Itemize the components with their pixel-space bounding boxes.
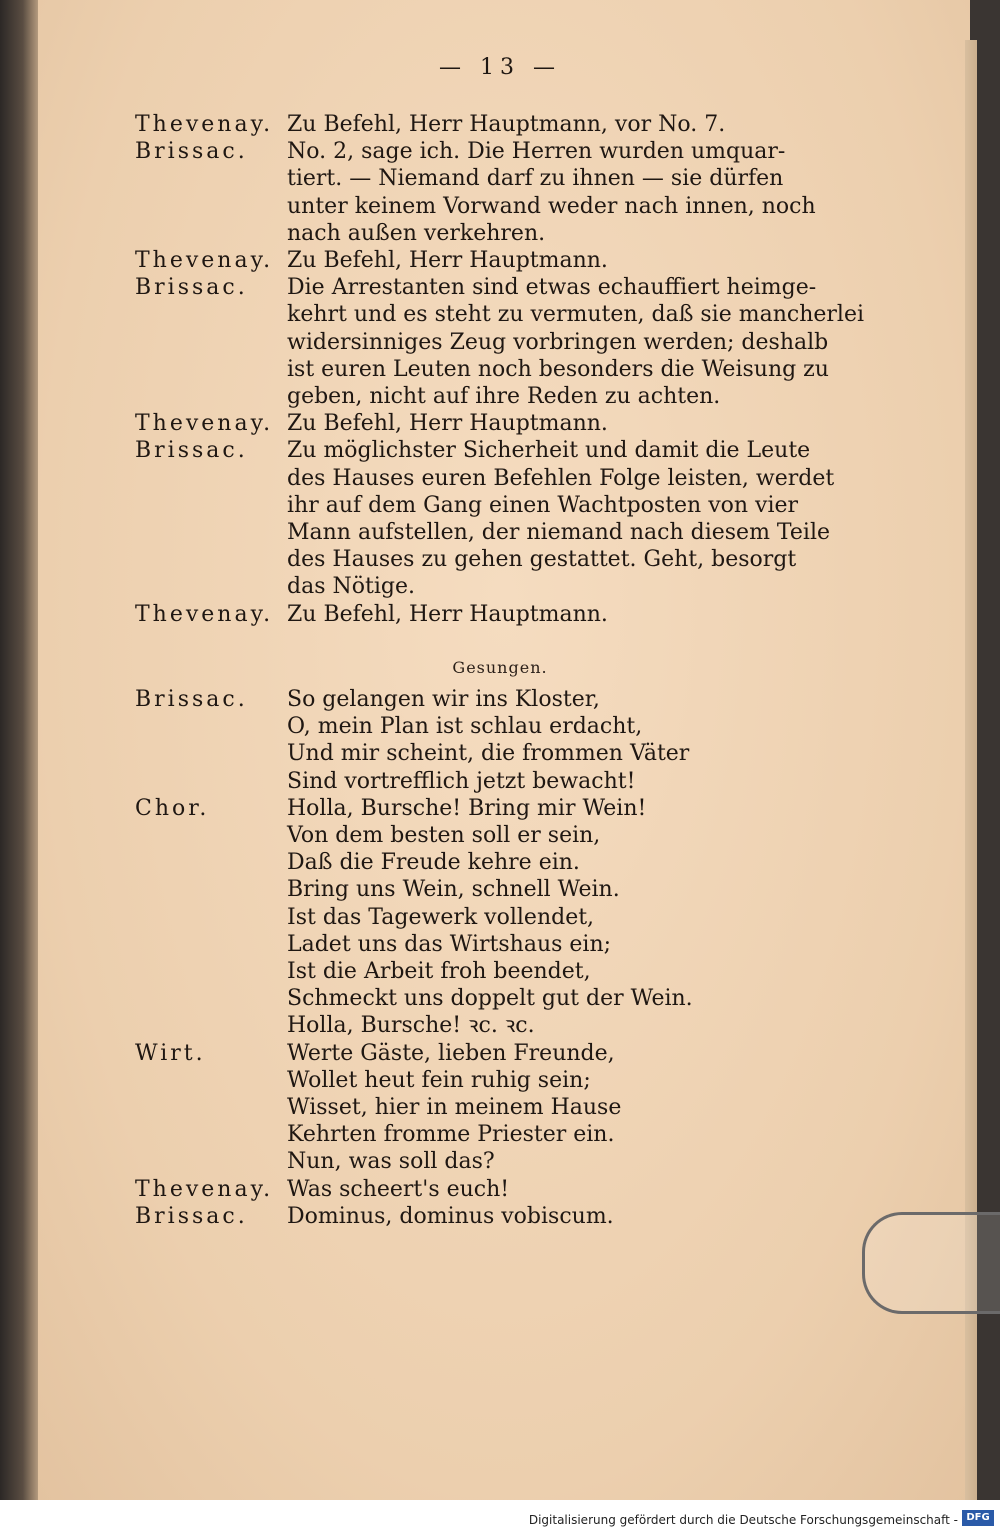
text-line	[0, 876, 1000, 903]
text-line	[0, 329, 1000, 356]
text-line	[0, 713, 1000, 740]
page-number: — 13 —	[439, 55, 561, 80]
line-text: des Hauses euren Befehlen Folge leisten, werdet	[287, 465, 835, 491]
line-text: Werte Gäste, lieben Freunde,	[287, 1040, 615, 1066]
line-text: das Nötige.	[287, 574, 415, 600]
text-line	[0, 573, 1000, 600]
line-text: ihr auf dem Gang einen Wachtposten von vier	[287, 492, 799, 518]
line-text: Ist das Tagewerk vollendet,	[287, 904, 595, 930]
text-line	[0, 849, 1000, 876]
footer-credit: Digitalisierung gefördert durch die Deutsche Forschungsgemeinschaft -	[528, 1513, 958, 1527]
text-line	[0, 1121, 1000, 1148]
text-line	[0, 165, 1000, 192]
text-line	[0, 601, 1000, 628]
line-text: Zu Befehl, Herr Hauptmann.	[287, 601, 608, 627]
text-line	[0, 958, 1000, 985]
text-line	[0, 274, 1000, 301]
text-line	[0, 356, 1000, 383]
line-text: No. 2, sage ich. Die Herren wurden umquar-	[287, 139, 786, 165]
line-text: Zu Befehl, Herr Hauptmann.	[287, 248, 608, 273]
line-text: Sind vortrefflich jetzt bewacht!	[287, 768, 636, 794]
line-text: des Hauses zu gehen gestattet. Geht, besorgt	[287, 547, 797, 573]
line-text: nach außen verkehren.	[287, 220, 546, 246]
text-line	[0, 220, 1000, 247]
line-text: Nun, was soll das?	[287, 1149, 495, 1175]
text-line	[0, 1148, 1000, 1175]
text-line	[0, 795, 1000, 822]
dfg-logo-icon: DFG	[962, 1510, 994, 1526]
line-text: Bring uns Wein, schnell Wein.	[287, 877, 620, 903]
text-line	[0, 1012, 1000, 1039]
speaker-name: Brissac.	[135, 139, 248, 165]
text-line	[0, 383, 1000, 410]
line-text: geben, nicht auf ihre Reden zu achten.	[287, 384, 721, 409]
text-line	[0, 822, 1000, 849]
text-line	[0, 740, 1000, 767]
line-text: Dominus, dominus vobiscum.	[287, 1203, 614, 1229]
line-text: Mann aufstellen, der niemand nach diesem Teile	[287, 520, 831, 545]
speaker-name: Thevenay.	[135, 112, 274, 137]
text-line	[0, 247, 1000, 274]
text-line	[0, 931, 1000, 958]
text-line	[0, 492, 1000, 519]
text-line	[0, 465, 1000, 492]
line-text: Daß die Freude kehre ein.	[287, 850, 580, 876]
speaker-name: Wirt.	[135, 1040, 206, 1066]
line-text: unter keinem Vorwand weder nach innen, noch	[287, 193, 816, 219]
line-text: Holla, Bursche! ꝛc. ꝛc.	[287, 1013, 535, 1039]
paper-clip	[862, 1212, 1000, 1314]
speaker-name: Thevenay.	[135, 1176, 274, 1202]
line-text: Zu Befehl, Herr Hauptmann.	[287, 411, 608, 437]
line-text: ist euren Leuten noch besonders die Weisung zu	[287, 356, 829, 382]
line-text: Schmeckt uns doppelt gut der Wein.	[287, 986, 693, 1012]
line-text: Holla, Bursche! Bring mir Wein!	[287, 795, 647, 821]
text-line	[0, 686, 1000, 713]
text-line	[0, 768, 1000, 795]
speaker-name: Thevenay.	[135, 248, 274, 273]
line-text: Was scheert's euch!	[287, 1176, 510, 1202]
text-line	[0, 1176, 1000, 1203]
text-line	[0, 1203, 1000, 1230]
line-text: Wisset, hier in meinem Hause	[287, 1095, 622, 1120]
text-line	[0, 437, 1000, 464]
text-line	[0, 985, 1000, 1012]
line-text: Zu Befehl, Herr Hauptmann, vor No. 7.	[287, 112, 726, 137]
line-text: widersinniges Zeug vorbringen werden; deshalb	[287, 329, 829, 355]
speaker-name: Brissac.	[135, 687, 248, 712]
stage-direction: Gesungen.	[452, 658, 548, 677]
line-text: Ist die Arbeit froh beendet,	[287, 959, 591, 984]
speaker-name: Chor.	[135, 795, 210, 821]
speaker-name: Brissac.	[135, 1203, 248, 1229]
text-line	[0, 1067, 1000, 1094]
text-line	[0, 1094, 1000, 1121]
text-line	[0, 138, 1000, 165]
text-line	[0, 519, 1000, 546]
text-line	[0, 1040, 1000, 1067]
speaker-name: Brissac.	[135, 438, 248, 464]
line-text: O, mein Plan ist schlau erdacht,	[287, 714, 643, 740]
speaker-name: Brissac.	[135, 275, 248, 301]
line-text: Ladet uns das Wirtshaus ein;	[287, 931, 612, 957]
line-text: Von dem besten soll er sein,	[287, 823, 601, 848]
text-line	[0, 904, 1000, 931]
text-line	[0, 410, 1000, 437]
line-text: Wollet heut fein ruhig sein;	[287, 1067, 591, 1093]
speaker-name: Thevenay.	[135, 411, 274, 437]
line-text: Und mir scheint, die frommen Väter	[287, 741, 690, 767]
text-line	[0, 111, 1000, 138]
speaker-name: Thevenay.	[135, 601, 274, 627]
line-text: Zu möglichster Sicherheit und damit die Leute	[287, 438, 811, 464]
text-line	[0, 193, 1000, 220]
line-text: Kehrten fromme Priester ein.	[287, 1122, 615, 1148]
line-text: Die Arrestanten sind etwas echauffiert heimge-	[287, 275, 817, 301]
line-text: tiert. — Niemand darf zu ihnen — sie dürfen	[287, 166, 784, 192]
line-text: So gelangen wir ins Kloster,	[287, 687, 600, 712]
text-line	[0, 546, 1000, 573]
line-text: kehrt und es steht zu vermuten, daß sie mancherlei	[287, 302, 864, 328]
text-line	[0, 301, 1000, 328]
